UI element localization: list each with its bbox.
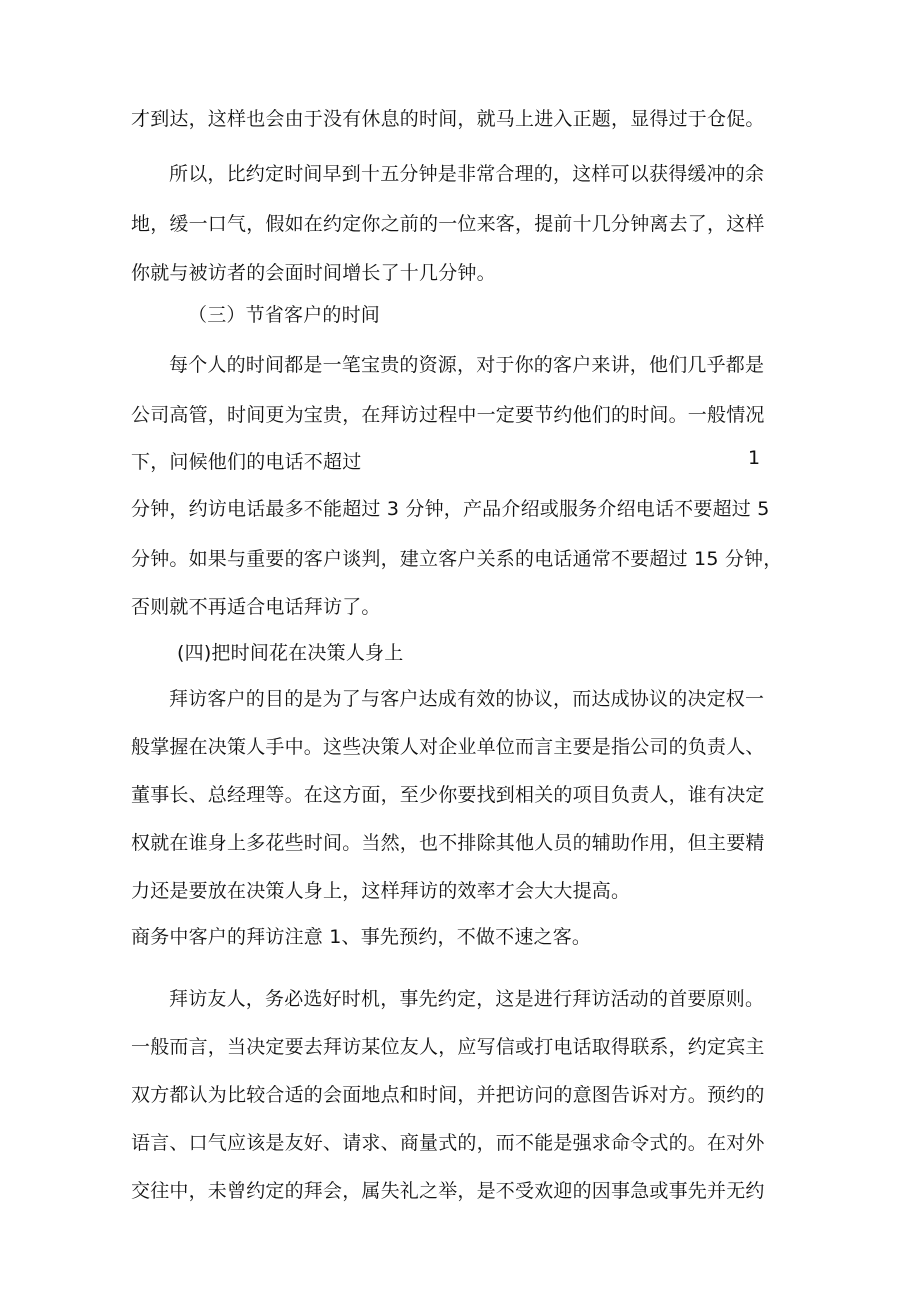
text-line: 般掌握在决策人手中。这些决策人对企业单位而言主要是指公司的负责人、 [131, 736, 765, 758]
text-line: 否则就不再适合电话拜访了。 [131, 596, 381, 618]
text-line: 交往中，未曾约定的拜会，属失礼之举，是不受欢迎的因事急或事先并无约 [131, 1180, 765, 1202]
text-line: 才到达，这样也会由于没有休息的时间，就马上进入正题，显得过于仓促。 [131, 108, 765, 130]
text-line: 你就与被访者的会面时间增长了十几分钟。 [131, 262, 496, 284]
text-line: 力还是要放在决策人身上，这样拜访的效率才会大大提高。 [131, 880, 631, 902]
text-line: 地，缓一口气，假如在约定你之前的一位来客，提前十几分钟离去了，这样 [131, 213, 765, 235]
text-line: 所以，比约定时间早到十五分钟是非常合理的，这样可以获得缓冲的余 [169, 163, 765, 185]
section-heading: （三）节省客户的时间 [188, 304, 381, 326]
text-line: 双方都认为比较合适的会面地点和时间，并把访问的意图告诉对方。预约的 [131, 1084, 765, 1106]
text-line: 分钟，约访电话最多不能超过 3 分钟，产品介绍或服务介绍电话不要超过 5 [131, 498, 770, 520]
text-line: 语言、口气应该是友好、请求、商量式的，而不能是强求命令式的。在对外 [131, 1132, 765, 1154]
text-line: 公司高管，时间更为宝贵，在拜访过程中一定要节约他们的时间。一般情况 [131, 404, 765, 426]
text-line: 拜访友人，务必选好时机，事先约定，这是进行拜访活动的首要原则。 [169, 988, 765, 1010]
text-line: 拜访客户的目的是为了与客户达成有效的协议，而达成协议的决定权一 [169, 688, 765, 710]
text-line: 商务中客户的拜访注意 1、事先预约，不做不速之客。 [131, 926, 592, 948]
section-heading: (四)把时间花在决策人身上 [177, 642, 404, 664]
text-line: 董事长、总经理等。在这方面，至少你要找到相关的项目负责人，谁有决定 [131, 784, 765, 806]
text-line: 下，问候他们的电话不超过 [131, 451, 362, 473]
text-line: 分钟。如果与重要的客户谈判，建立客户关系的电话通常不要超过 15 分钟， [131, 548, 783, 570]
text-line: 一般而言，当决定要去拜访某位友人，应写信或打电话取得联系，约定宾主 [131, 1036, 765, 1058]
text-line: 权就在谁身上多花些时间。当然，也不排除其他人员的辅助作用，但主要精 [131, 832, 765, 854]
text-line: 每个人的时间都是一笔宝贵的资源，对于你的客户来讲，他们几乎都是 [169, 354, 765, 376]
text-line: 1 [748, 447, 761, 469]
